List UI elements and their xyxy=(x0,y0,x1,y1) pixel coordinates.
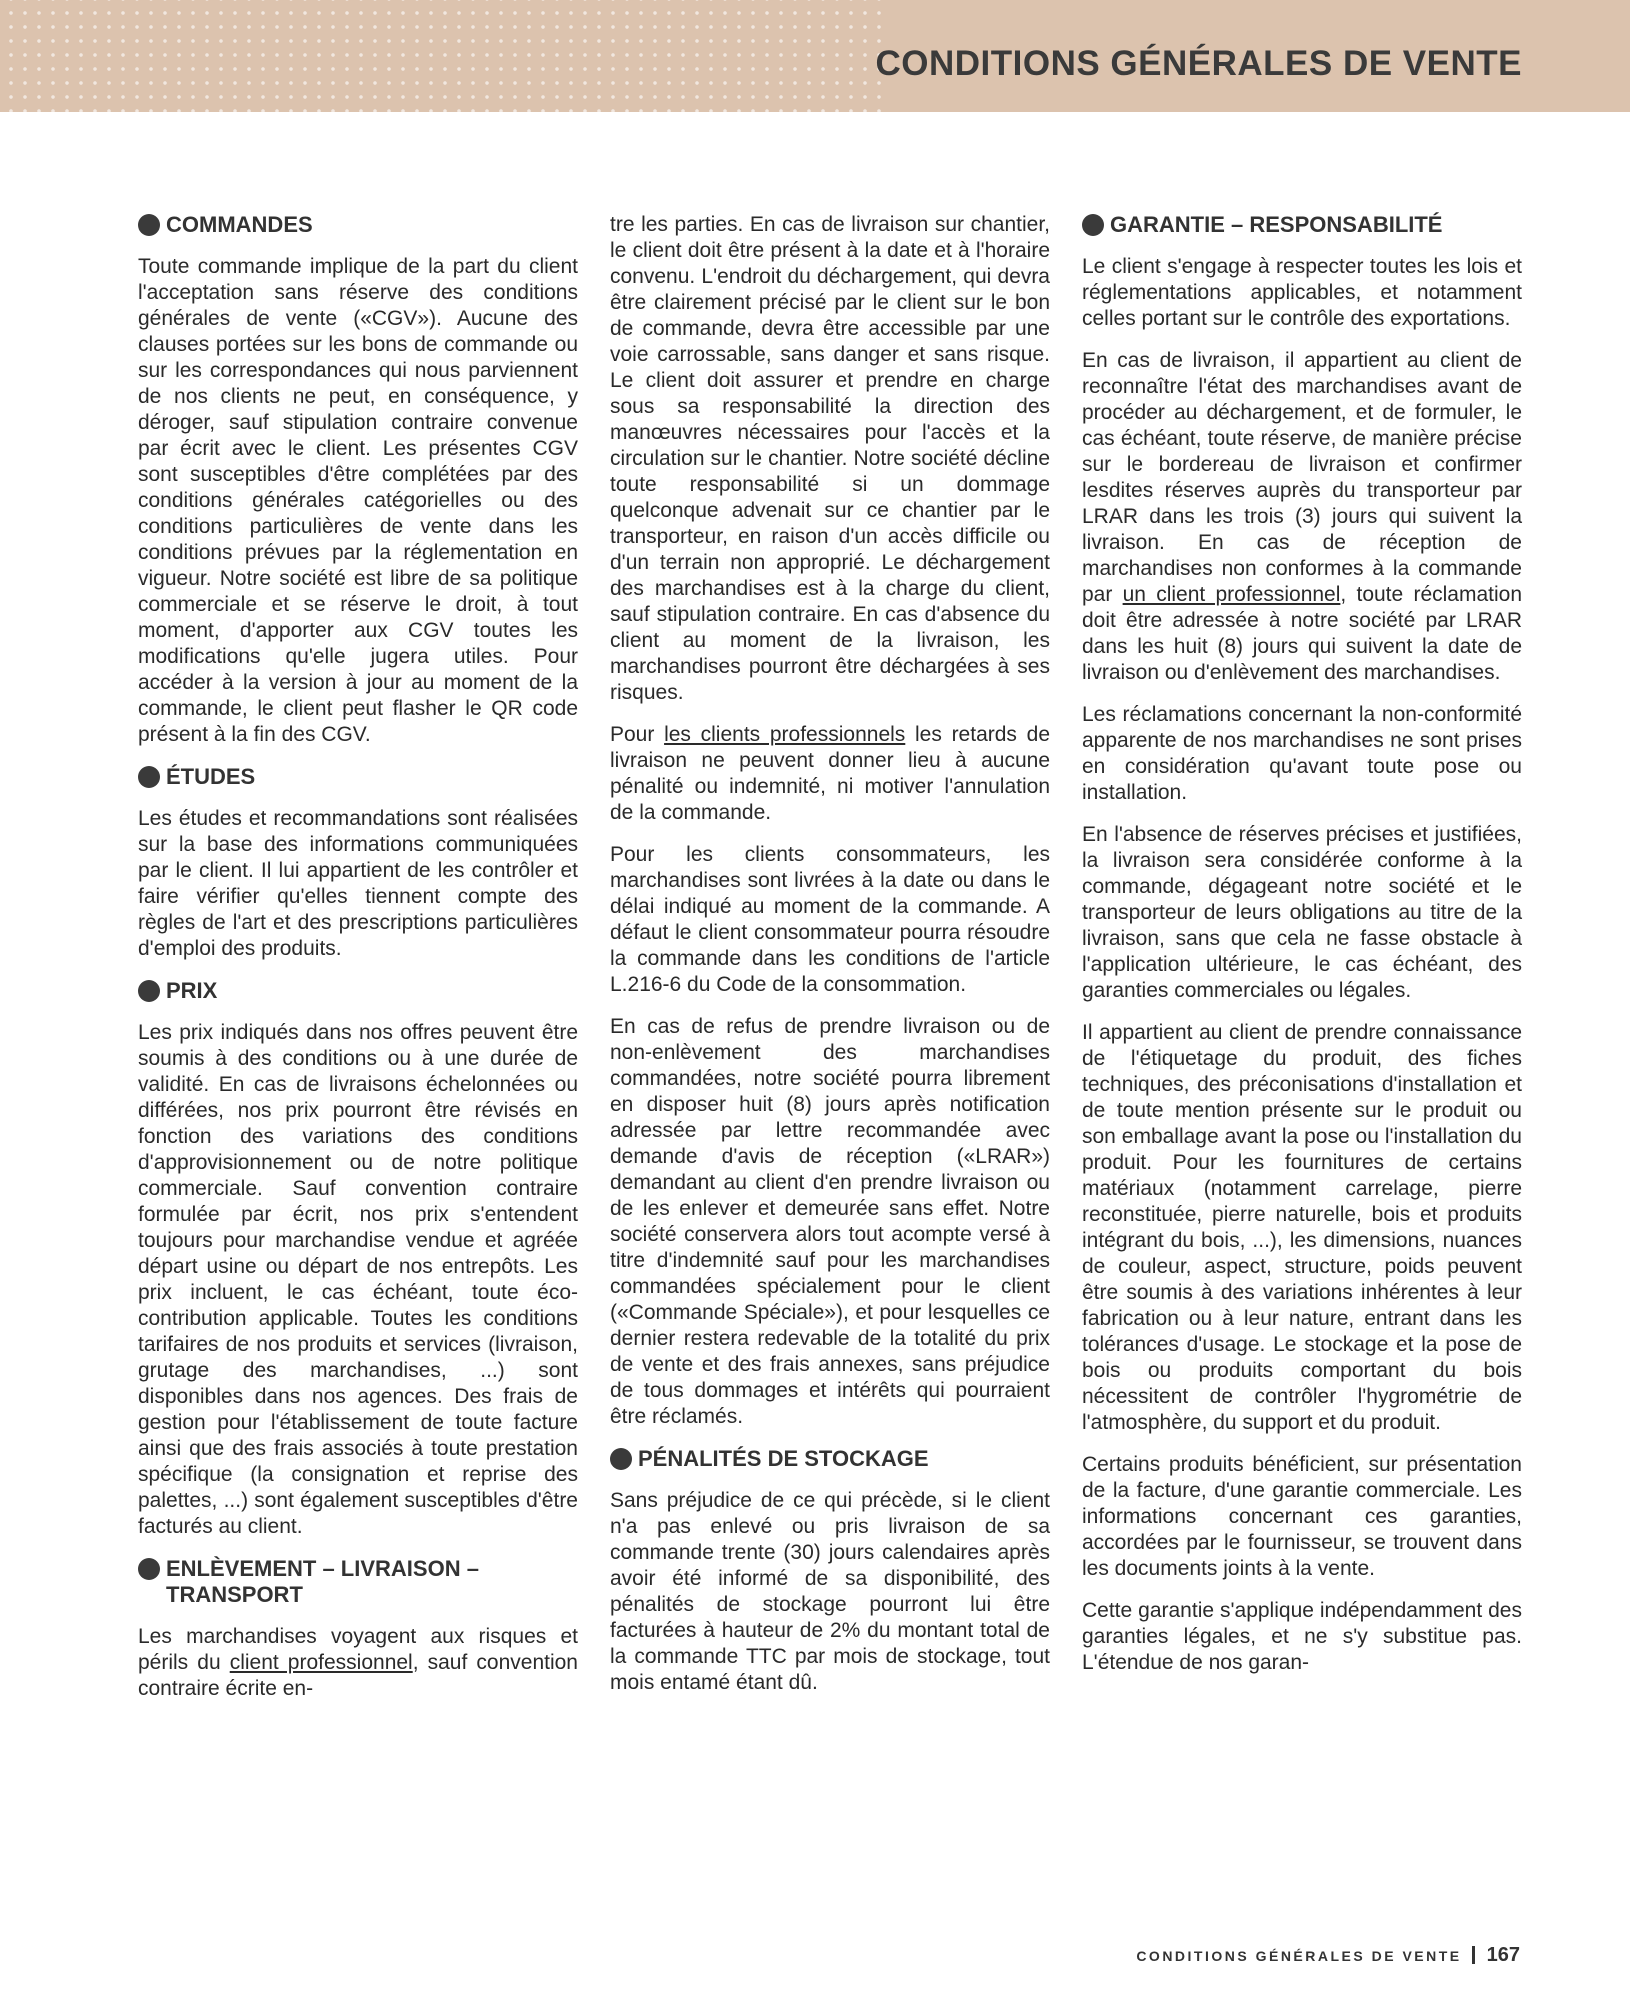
paragraph: Sans préjudice de ce qui précède, si le client n'a pas enlevé ou pris livraison de sa commande trente (30) jours calendaires après avoir été informé de sa disponibilité, des pénalités de stockage pourront lui être facturées à hauteur de 2% du montant total de la commande TTC par mois de stockage, tout mois entamé étant dû. xyxy=(610,1489,1050,1694)
bullet-icon xyxy=(138,1558,160,1580)
footer-separator xyxy=(1472,1946,1475,1964)
paragraph: Pour les clients professionnels les retards de livraison ne peuvent donner lieu à aucune pénalité ou indemnité, ni motiver l'annulation de la commande. xyxy=(610,723,1050,824)
section-title-garantie: GARANTIE – RESPONSABILITÉ xyxy=(1082,212,1522,238)
column-2 xyxy=(610,212,1050,1712)
page-number: 167 xyxy=(1486,1944,1520,1966)
paragraph: Les études et recommandations sont réalisées sur la base des informations communiquées par le client. Il lui appartient de les contrôler et faire vérifier qu'elles tiennent compte des règles de l'art et des prescriptions particulières d'emploi des produits. xyxy=(138,807,578,960)
section-title-penalites: PÉNALITÉS DE STOCKAGE xyxy=(610,1446,1050,1472)
paragraph: Les prix indiqués dans nos offres peuvent être soumis à des conditions ou à une durée de validité. En cas de livraisons échelonnées ou différées, nos prix pourront être révisés en fonction des variations des conditions d'approvisionnement ou de notre politique commerciale. Sauf convention contraire formulée par écrit, nos prix s'entendent toujours pour marchandise vendue et agréée départ usine ou départ de nos entrepôts. Les prix incluent, le cas échéant, toute éco-contribution applicable. Toutes les conditions tarifaires de nos produits et services (livraison, grutage des marchandises, ...) sont disponibles dans nos agences. Des frais de gestion pour l'établissement de toute facture ainsi que des frais associés à toute prestation spécifique (la consignation et reprise des palettes, ...) sont également susceptibles d'être facturés au client. xyxy=(138,1021,578,1538)
bullet-icon xyxy=(138,980,160,1002)
paragraph: Certains produits bénéficient, sur présentation de la facture, d'une garantie commerciale. Les informations concernant ces garanties, accordées par le fournisseur, se trouvent dans les documents joints à la vente. xyxy=(1082,1453,1522,1580)
section-title-etudes: ÉTUDES xyxy=(138,764,578,790)
paragraph: Cette garantie s'applique indépendamment des garanties légales, et ne s'y substitue pas. L'étendue de nos garan- xyxy=(1082,1599,1522,1674)
paragraph: Les marchandises voyagent aux risques et périls du client professionnel, sauf convention contraire écrite en- xyxy=(138,1625,578,1700)
underlined-term: client professionnel xyxy=(229,1651,413,1674)
column-1 xyxy=(138,212,578,1718)
paragraph: Le client s'engage à respecter toutes les lois et réglementations applicables, et notamment celles portant sur le contrôle des exportations. xyxy=(1082,255,1522,330)
paragraph: En cas de refus de prendre livraison ou de non-enlèvement des marchandises commandées, notre société pourra librement en disposer huit (8) jours après notification adressée par lettre recommandée avec demande d'avis de réception («LRAR») demandant au client d'en prendre livraison ou de les enlever et demeurée sans effet. Notre société conservera alors tout acompte versé à titre d'indemnité sauf pour les marchandises commandées spécialement pour le client («Commande Spéciale»), et pour lesquelles ce dernier restera redevable de la totalité du prix de vente et des frais annexes, sans préjudice de tous dommages et intérêts qui pourraient être réclamés. xyxy=(610,1015,1050,1428)
bullet-icon xyxy=(1082,214,1104,236)
underlined-term: un client professionnel xyxy=(1122,583,1341,606)
paragraph: En cas de livraison, il appartient au client de reconnaître l'état des marchandises avant de procéder au déchargement, et de formuler, le cas échéant, toute réserve, de manière précise sur le bordereau de livraison et confirmer lesdites réserves auprès du transporteur par LRAR dans les trois (3) jours qui suivent la livraison. En cas de réception de marchandises non conformes à la commande par un client professionnel, toute réclamation doit être adressée à notre société par LRAR dans les huit (8) jours qui suivent la date de livraison ou d'enlèvement des marchandises. xyxy=(1082,349,1522,684)
section-title-commandes: COMMANDES xyxy=(138,212,578,238)
section-title-enlevement: ENLÈVEMENT – LIVRAISON – TRANSPORT xyxy=(138,1556,578,1608)
underlined-term: les clients professionnels xyxy=(664,723,906,746)
paragraph: Pour les clients consommateurs, les marchandises sont livrées à la date ou dans le délai indiqué au moment de la commande. A défaut le client consommateur pourra résoudre la commande dans les conditions de l'article L.216-6 du Code de la consommation. xyxy=(610,843,1050,996)
paragraph: Toute commande implique de la part du client l'acceptation sans réserve des conditions générales de vente («CGV»). Aucune des clauses portées sur les bons de commande ou sur les correspondances qui nous parviennent de nos clients ne peut, en conséquence, y déroger, sauf stipulation contraire convenue par écrit avec le client. Les présentes CGV sont susceptibles d'être complétées par des conditions générales catégorielles ou des conditions particulières de vente dans les conditions prévues par la réglementation en vigueur. Notre société est libre de sa politique commerciale et se réserve le droit, à tout moment, d'apporter aux CGV toutes les modifications qu'elle jugera utiles. Pour accéder à la version à jour au moment de la commande, le client peut flasher le QR code présent à la fin des CGV. xyxy=(138,255,578,746)
bullet-icon xyxy=(610,1448,632,1470)
section-title-prix: PRIX xyxy=(138,978,578,1004)
paragraph: Il appartient au client de prendre connaissance de l'étiquetage du produit, des fiches techniques, des préconisations d'installation et de toute mention présente sur le produit ou son emballage avant la pose ou l'installation du produit. Pour les fournitures de certains matériaux (notamment carrelage, pierre reconstituée, pierre naturelle, bois et produits intégrant du bois, ...), les dimensions, nuances de couleur, aspect, structure, poids peuvent être soumis à des variations inhérentes à leur fabrication ou à leur nature, entrant dans les tolérances d'usage. Le stockage et la pose de bois ou produits comportant du bois nécessitent de contrôler l'hygrométrie de l'atmosphère, du support et du produit. xyxy=(1082,1021,1522,1434)
footer-label: CONDITIONS GÉNÉRALES DE VENTE xyxy=(1136,1948,1462,1964)
bullet-icon xyxy=(138,766,160,788)
page-title: CONDITIONS GÉNÉRALES DE VENTE xyxy=(875,44,1522,83)
column-3 xyxy=(1082,212,1522,1692)
page-footer xyxy=(1136,1944,1520,1967)
paragraph: tre les parties. En cas de livraison sur chantier, le client doit être présent à la date et à l'horaire convenu. L'endroit du déchargement, qui devra être clairement précisé par le client sur le bon de commande, devra être accessible par une voie carrossable, sans danger et sans risque. Le client doit assurer et prendre en charge sous sa responsabilité la direction des manœuvres nécessaires pour l'accès et la circulation sur le chantier. Notre société décline toute responsabilité si un dommage quelconque advenait sur ce chantier par le transporteur, en raison d'un accès difficile ou d'un terrain non approprié. Le déchargement des marchandises est à la charge du client, sauf stipulation contraire. En cas d'absence du client au moment de la livraison, les marchandises pourront être déchargées à ses risques. xyxy=(610,213,1050,704)
bullet-icon xyxy=(138,214,160,236)
paragraph: En l'absence de réserves précises et justifiées, la livraison sera considérée conforme à la commande, dégageant notre société et le transporteur de leurs obligations au titre de la livraison, sans que cela ne fasse obstacle à l'application ultérieure, le cas échéant, des garanties commerciales ou légales. xyxy=(1082,823,1522,1002)
paragraph: Les réclamations concernant la non-conformité apparente de nos marchandises ne sont prises en considération qu'avant toute pose ou installation. xyxy=(1082,703,1522,804)
